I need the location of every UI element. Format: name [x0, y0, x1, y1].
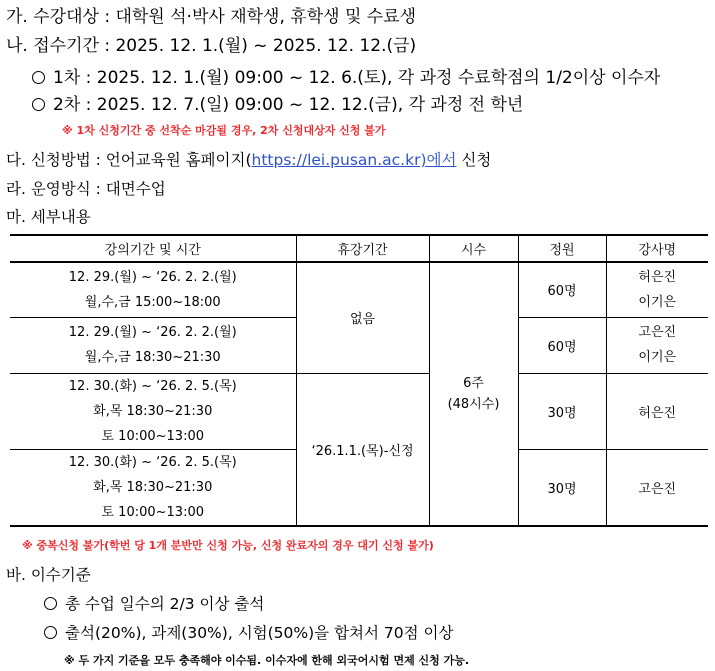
capacity-cell: 30명 — [518, 449, 606, 526]
header-hours: 시수 — [429, 235, 518, 262]
instructor-cell: 허은진 — [606, 373, 708, 449]
period-cell — [10, 449, 296, 526]
section-details: 마. 세부내용 — [6, 208, 91, 226]
table-row — [10, 262, 708, 317]
criteria2-text: 출석(20%), 과제(30%), 시험(50%)을 합쳐서 70점 이상 — [65, 624, 454, 642]
homepage-link[interactable]: https://lei.pusan.ac.kr)에서 — [251, 151, 457, 169]
capacity-cell: 60명 — [518, 317, 606, 373]
method-suffix: 신청 — [456, 151, 492, 169]
section-period: 나. 접수기간 : 2025. 12. 1.(월) ~ 2025. 12. 12.(금) — [6, 36, 417, 56]
section-criteria: 바. 이수기준 — [6, 566, 91, 584]
time-text: 월,수,금 15:00~18:00 — [84, 294, 221, 310]
round2-line — [32, 90, 523, 115]
capacity-cell: 60명 — [518, 262, 606, 317]
time-text: 화,목 18:30~21:30 — [93, 479, 213, 495]
period-cell — [10, 317, 296, 373]
instructor-name: 고은진 — [638, 325, 677, 340]
time-text: 토 10:00~13:00 — [101, 504, 204, 520]
hours-count: (48시수) — [447, 396, 500, 412]
instructor-cell — [606, 317, 708, 373]
section-method — [6, 148, 491, 170]
time-text: 토 10:00~13:00 — [101, 428, 204, 444]
period-text: 12. 29.(월) ~ ‘26. 2. 2.(월) — [68, 269, 237, 285]
circle-bullet-icon — [32, 71, 45, 84]
period-text: 12. 30.(화) ~ ‘26. 2. 5.(목) — [68, 378, 237, 394]
time-text: 화,목 18:30~21:30 — [93, 403, 213, 419]
circle-bullet-icon — [44, 597, 57, 610]
time-text: 월,수,금 18:30~21:30 — [84, 350, 221, 365]
instructor-name: 이기은 — [638, 350, 677, 365]
circle-bullet-icon — [44, 626, 57, 639]
hours-weeks: 6주 — [463, 375, 484, 391]
criteria2-line — [44, 621, 454, 643]
table-header-row — [10, 235, 708, 262]
header-instructor: 강사명 — [606, 235, 708, 262]
period-text: 12. 30.(화) ~ ‘26. 2. 5.(목) — [68, 454, 237, 470]
period-cell — [10, 262, 296, 317]
round1-text: 1차 : 2025. 12. 1.(월) 09:00 ~ 12. 6.(토), 각 과정 수료학점의 1/2이상 이수자 — [53, 68, 661, 88]
circle-bullet-icon — [32, 98, 45, 111]
header-break: 휴강기간 — [296, 235, 429, 262]
method-prefix: 다. 신청방법 : 언어교육원 홈페이지( — [6, 151, 252, 169]
criteria1-text: 총 수업 일수의 2/3 이상 출석 — [65, 595, 265, 613]
header-period: 강의기간 및 시간 — [10, 235, 296, 262]
header-capacity: 정원 — [518, 235, 606, 262]
instructor-cell — [606, 262, 708, 317]
note-first-round: ※ 1차 신청기간 중 선착순 마감될 경우, 2차 신청대상자 신청 불가 — [62, 124, 386, 137]
criteria1-line — [44, 592, 264, 614]
instructor-name: 이기은 — [638, 294, 677, 310]
note-completion: ※ 두 가지 기준을 모두 충족해야 이수됨. 이수자에 한해 외국어시험 면제 신청 가능. — [64, 654, 470, 667]
instructor-name: 허은진 — [638, 269, 677, 285]
table-row — [10, 373, 708, 449]
section-target: 가. 수강대상 : 대학원 석·박사 재학생, 휴학생 및 수료생 — [6, 7, 417, 27]
round2-text: 2차 : 2025. 12. 7.(일) 09:00 ~ 12. 12.(금), 각 과정 전 학년 — [53, 95, 524, 115]
section-operation: 라. 운영방식 : 대면수업 — [6, 180, 166, 198]
period-text: 12. 29.(월) ~ ‘26. 2. 2.(월) — [68, 325, 237, 340]
instructor-cell: 고은진 — [606, 449, 708, 526]
period-cell — [10, 373, 296, 449]
course-table — [10, 234, 708, 527]
capacity-cell: 30명 — [518, 373, 606, 449]
break-cell: 없음 — [296, 262, 429, 373]
round1-line — [32, 63, 660, 88]
break-cell: ‘26.1.1.(목)-신정 — [296, 373, 429, 526]
note-duplicate: ※ 중복신청 불가(학번 당 1개 분반만 신청 가능, 신청 완료자의 경우 대기 신청 불가) — [22, 539, 434, 552]
hours-cell — [429, 262, 518, 526]
